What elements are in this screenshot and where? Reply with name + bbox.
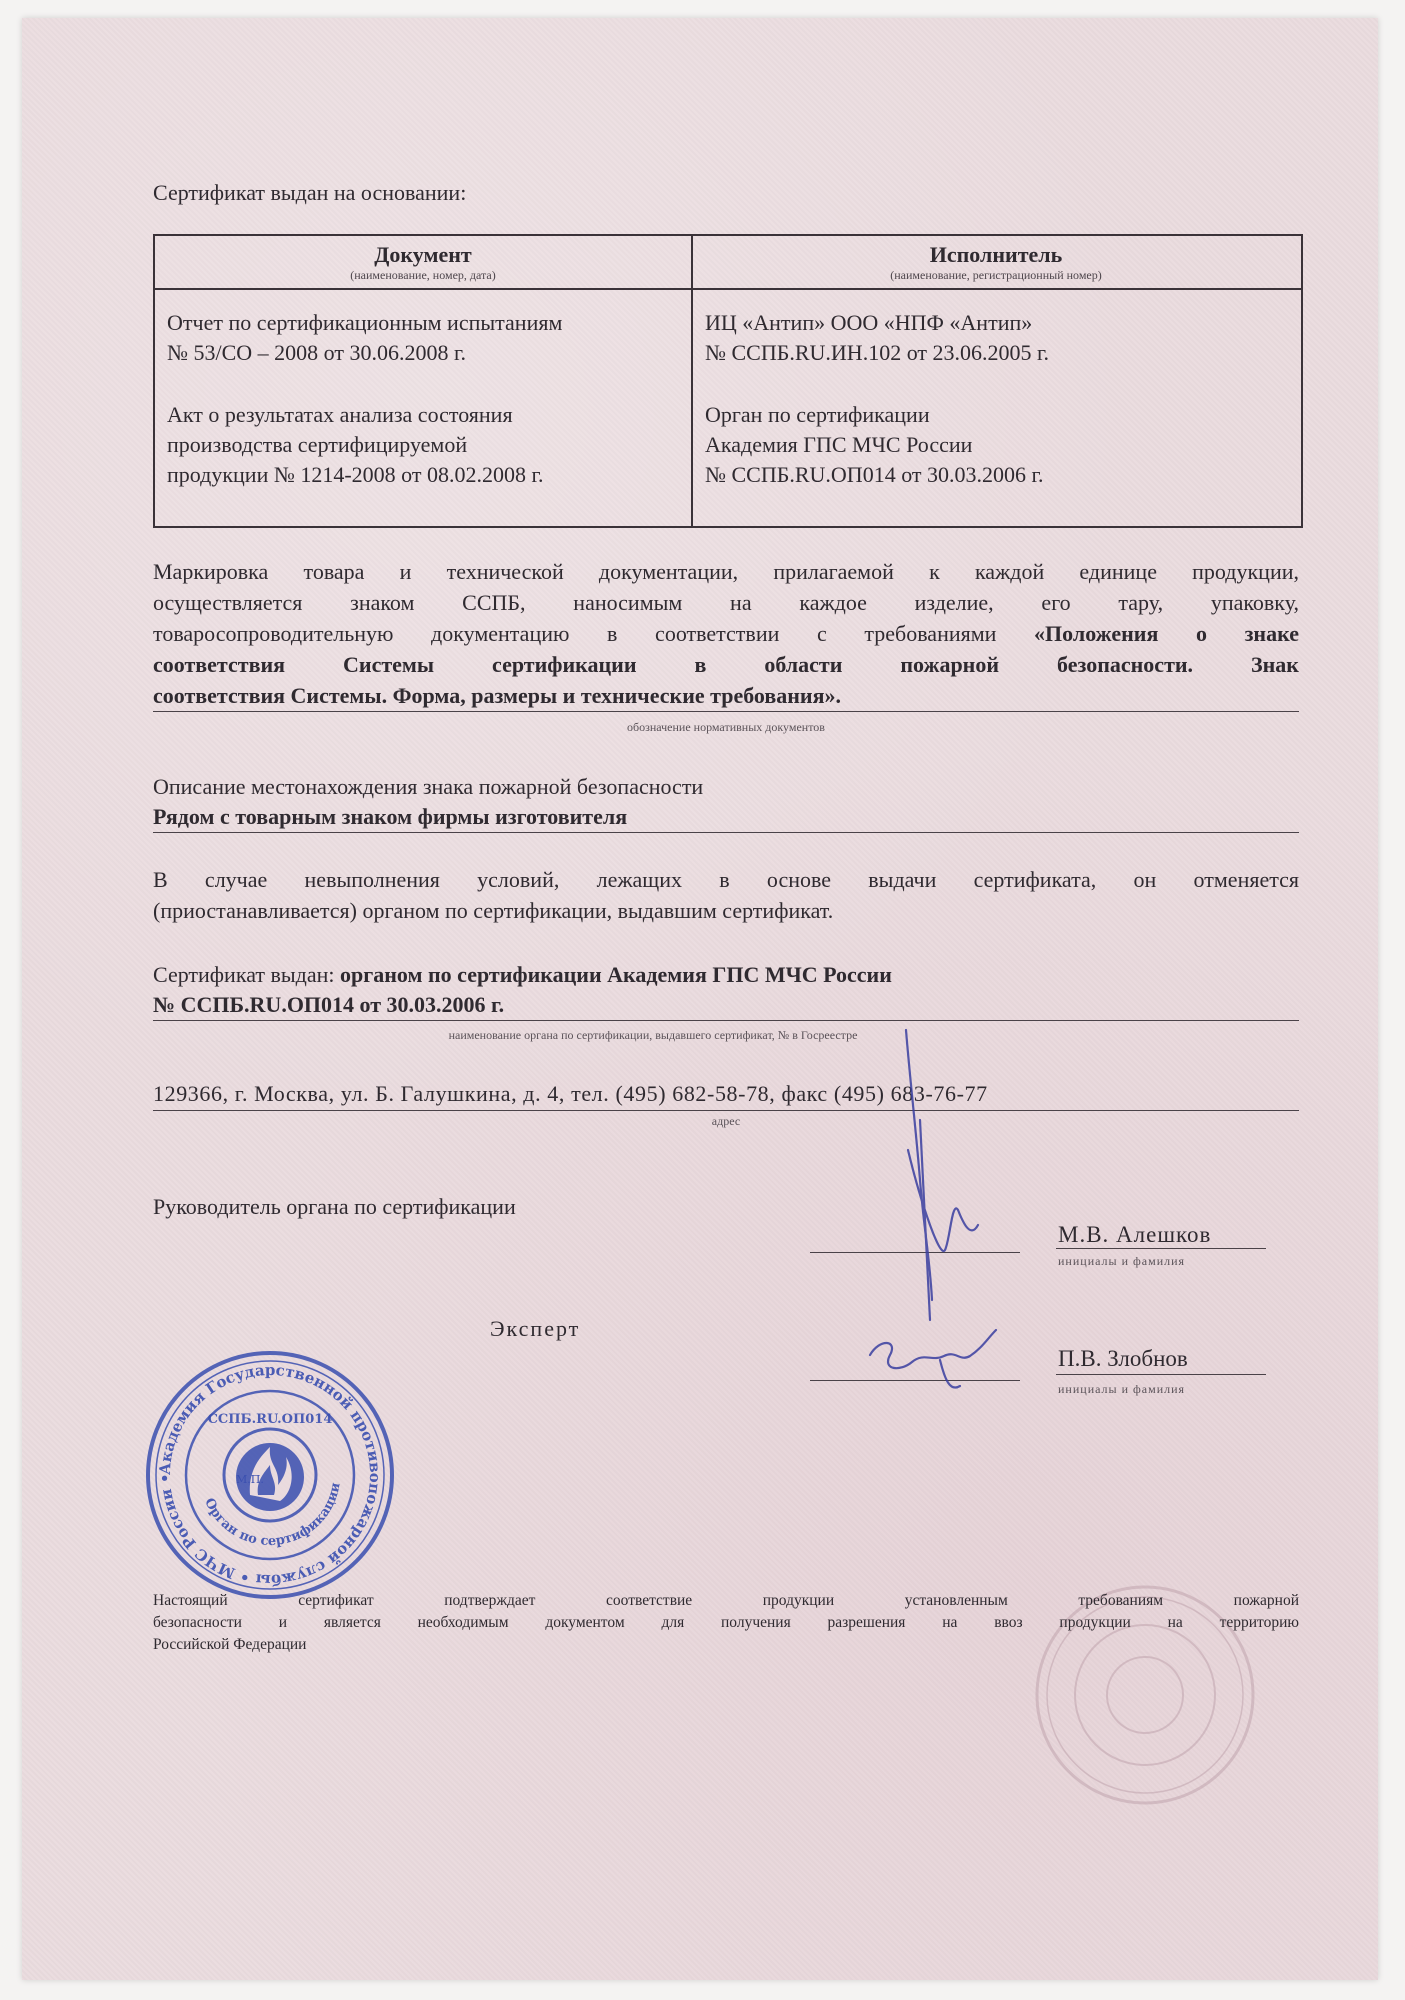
location-value: Рядом с товарным знаком фирмы изготовителя: [153, 802, 1299, 833]
head-label: Руководитель органа по сертификации: [153, 1194, 516, 1219]
table-row: [167, 400, 544, 490]
signature-scribbles: [820, 1000, 1060, 1420]
table-cell-executor: № ССПБ.RU.ОП014 от 30.03.2006 г.: [705, 462, 1044, 487]
table-cell-document: продукции № 1214-2008 от 08.02.2008 г.: [167, 462, 544, 487]
expert-name-underline: [1056, 1374, 1266, 1375]
marking-line-bold: «Положения о знаке: [1034, 621, 1299, 646]
footer-line: Настоящий сертификат подтверждает соответствие продукции установленным требованиям пожарной: [153, 1592, 1299, 1609]
table-row: [167, 308, 562, 368]
expert-name: П.В. Злобнов: [1058, 1346, 1188, 1371]
table-header-executor: Исполнитель: [929, 242, 1063, 267]
marking-line: Маркировка товара и технической документации, прилагаемой к каждой единице продукции,: [153, 559, 1299, 584]
expert-caption: инициалы и фамилия: [1058, 1382, 1186, 1396]
table-cell-document: производства сертифицируемой: [167, 432, 468, 457]
seal-mp-label: М.П.: [236, 1473, 264, 1486]
table-header-divider: [155, 288, 1301, 290]
table-subheader-executor: (наименование, регистрационный номер): [890, 268, 1102, 282]
table-cell-executor: № ССПБ.RU.ИН.102 от 23.06.2005 г.: [705, 340, 1050, 365]
expert-signature-stroke: [940, 1360, 960, 1388]
seal-inner-text: Орган по сертификации: [201, 1481, 344, 1550]
marking-line: осуществляется знаком ССПБ, наносимым на каждое изделие, его тару, упаковку,: [153, 590, 1299, 615]
official-seal-stamp: [140, 1345, 400, 1605]
issued-caption: наименование органа по сертификации, выдавшего сертификат, № в Госреестре: [448, 1028, 858, 1042]
table-cell-document: Отчет по сертификационным испытаниям: [167, 310, 563, 335]
footer-line: безопасности и является необходимым документом для получения разрешения на ввоз продукции на территорию: [153, 1614, 1299, 1631]
table-cell-executor: Орган по сертификации: [705, 402, 930, 427]
address-value: 129366, г. Москва, ул. Б. Галушкина, д. 4, тел. (495) 682-58-78, факс (495) 683-76-77: [153, 1078, 1299, 1111]
marking-line: соответствия Системы сертификации в области пожарной безопасности. Знак: [153, 652, 1299, 677]
expert-signature-stroke: [870, 1330, 996, 1368]
cancellation-line: (приостанавливается) органом по сертификации, выдавшим сертификат.: [153, 898, 834, 923]
marking-paragraph: [153, 556, 1299, 712]
table-cell-executor: Академия ГПС МЧС России: [705, 432, 973, 457]
marking-line-plain: товаросопроводительную документацию в соответствии с требованиями: [153, 621, 1035, 646]
address-caption: адрес: [711, 1114, 741, 1128]
seal-number: ССПБ.RU.ОП014: [207, 1412, 333, 1427]
head-name: М.В. Алешков: [1058, 1222, 1212, 1247]
marking-line: [153, 618, 1299, 649]
table-cell-executor: ИЦ «Антип» ООО «НПФ «Антип»: [705, 310, 1033, 335]
table-row: [705, 308, 1049, 368]
table-cell-document: Акт о результатах анализа состояния: [167, 402, 513, 427]
expert-label: Эксперт: [490, 1316, 581, 1341]
head-name-underline: [1056, 1248, 1266, 1249]
table-row: [705, 400, 1044, 490]
footer-note: [153, 1590, 1299, 1656]
head-caption: инициалы и фамилия: [1058, 1254, 1186, 1268]
basis-table: [153, 234, 1303, 528]
location-label: Описание местонахождения знака пожарной безопасности: [153, 774, 704, 799]
cancellation-line: В случае невыполнения условий, лежащих в основе выдачи сертификата, он отменяется: [153, 867, 1299, 892]
intro-text: Сертификат выдан на основании:: [153, 180, 467, 205]
issued-number: № ССПБ.RU.ОП014 от 30.03.2006 г.: [153, 990, 1299, 1021]
seal-ring-text: Академия Государственной противопожарной службы • МЧС России •: [155, 1360, 385, 1590]
footer-line: Российской Федерации: [153, 1636, 307, 1653]
table-cell-document: № 53/СО – 2008 от 30.06.2008 г.: [167, 340, 467, 365]
issued-by: [153, 960, 1299, 990]
table-header-document: Документ: [374, 242, 472, 267]
cancellation-paragraph: [153, 864, 1299, 926]
marking-caption: обозначение нормативных документов: [627, 720, 825, 734]
marking-line: соответствия Системы. Форма, размеры и технические требования».: [153, 680, 1299, 712]
issued-label: Сертификат выдан:: [153, 962, 341, 987]
issued-value: органом по сертификации Академия ГПС МЧС России: [340, 962, 892, 987]
table-subheader-document: (наименование, номер, дата): [350, 268, 496, 282]
head-signature-stroke: [906, 1030, 932, 1300]
